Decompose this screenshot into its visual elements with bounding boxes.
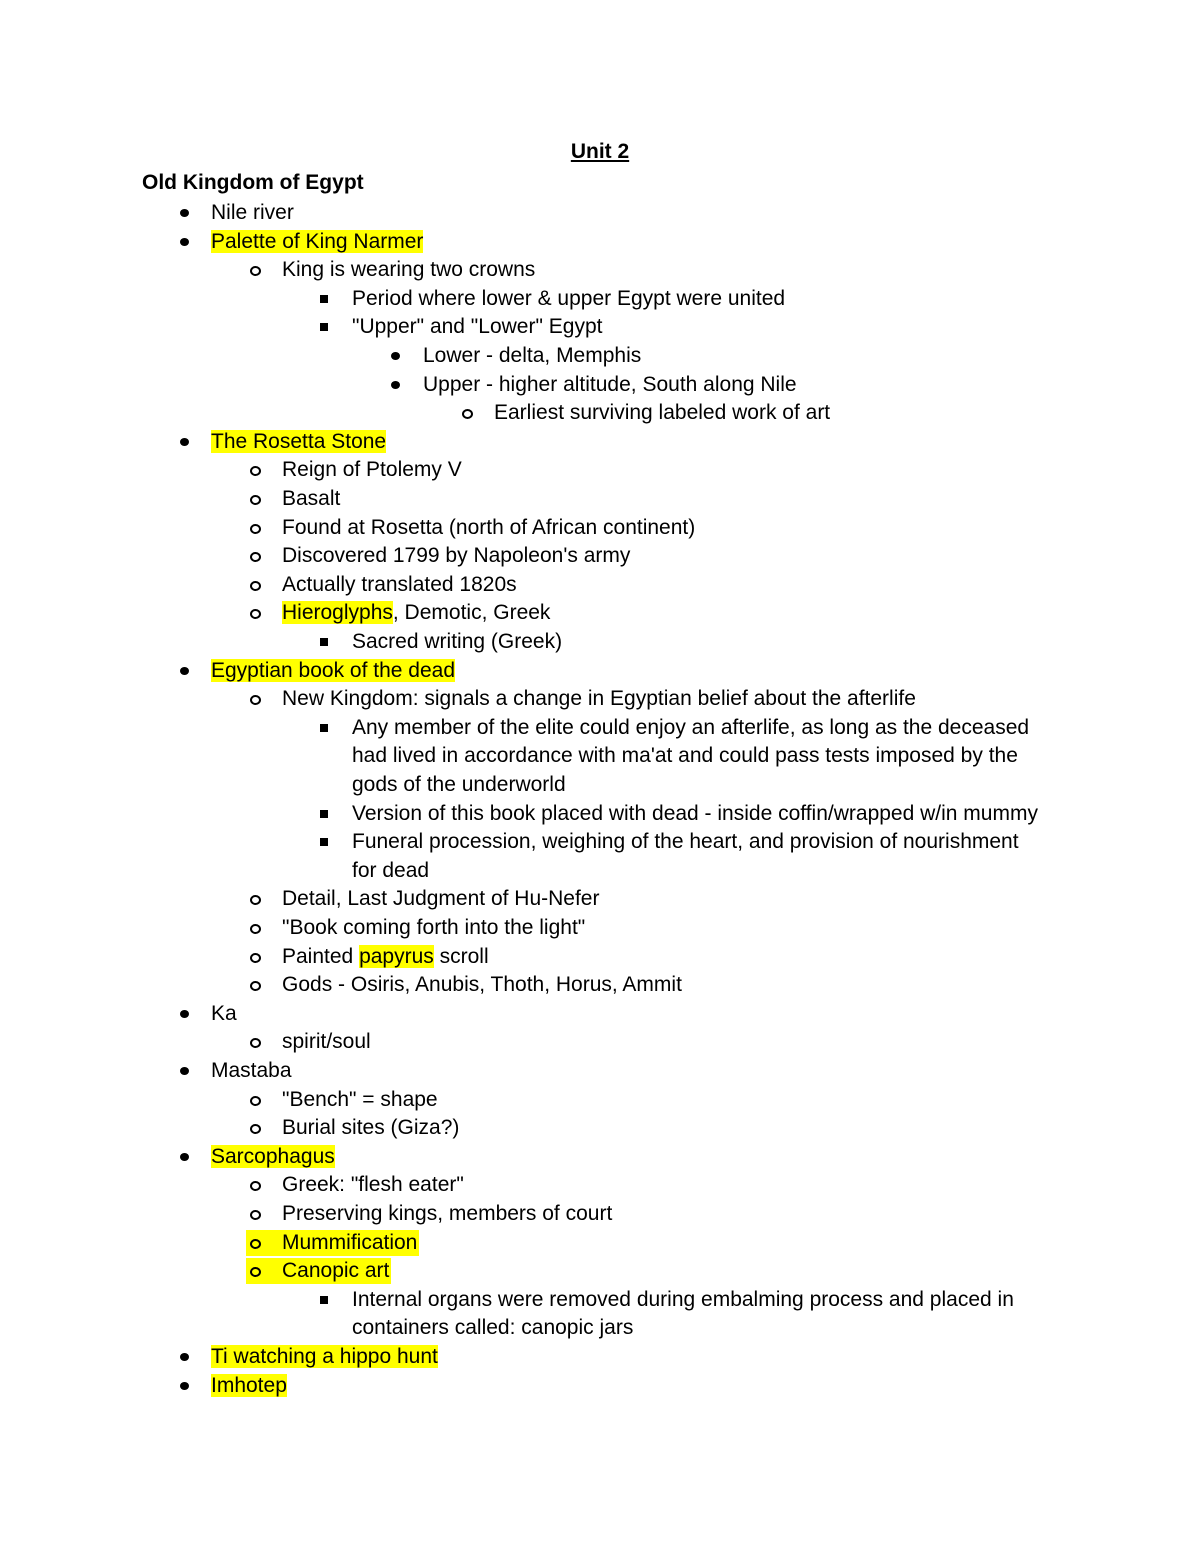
bullet-circle-icon <box>250 1210 261 1220</box>
list-item-text <box>423 372 797 398</box>
bullet-dot-icon <box>180 238 189 246</box>
bullet-dot-icon <box>391 352 400 360</box>
bullet-circle-icon <box>250 466 261 476</box>
bullet-circle-icon <box>250 495 261 505</box>
bullet-dot-icon <box>180 1153 189 1161</box>
list-item-text <box>352 629 562 655</box>
bullet-circle-icon <box>250 924 261 934</box>
bullet-circle-icon <box>250 609 261 619</box>
highlighted-text: Hieroglyphs <box>282 601 393 625</box>
bullet-square-icon <box>320 810 328 818</box>
list-item-text: Funeral procession, weighing of the heart, and provision of nourishment <box>352 830 1019 854</box>
section-heading: Old Kingdom of Egypt <box>142 171 364 194</box>
list-item-text <box>211 1373 287 1399</box>
list-item-text: gods of the underworld <box>352 773 566 796</box>
bullet-dot-icon <box>180 209 189 217</box>
highlighted-text: The Rosetta Stone <box>211 429 387 453</box>
bullet-dot-icon <box>180 1010 189 1018</box>
text-segment: Burial sites (Giza?) <box>282 1116 460 1140</box>
text-segment: spirit/soul <box>282 1030 371 1054</box>
highlighted-text: Egyptian book of the dead <box>211 658 456 682</box>
text-segment: Mummification <box>282 1230 418 1254</box>
bullet-circle-icon <box>250 953 261 963</box>
list-item-text <box>211 1144 335 1170</box>
text-segment: Canopic art <box>282 1259 390 1283</box>
text-segment: Discovered 1799 by Napoleon's army <box>282 544 631 568</box>
bullet-dot-icon <box>180 1353 189 1361</box>
text-segment: Period where lower & upper Egypt were united <box>352 286 786 310</box>
bullet-circle-icon <box>250 552 261 562</box>
list-item-text <box>282 515 695 541</box>
bullet-dot-icon <box>180 667 189 675</box>
list-item-text <box>282 915 585 941</box>
text-segment: Actually translated 1820s <box>282 572 517 596</box>
list-item-text <box>282 1087 438 1113</box>
list-item-text: for dead <box>352 858 430 882</box>
bullet-dot-icon <box>180 1067 189 1075</box>
text-segment: Found at Rosetta (north of African continent) <box>282 515 696 539</box>
list-item-text <box>282 1201 612 1227</box>
list-item-text <box>282 886 599 912</box>
list-item-text: Any member of the elite could enjoy an afterlife, as long as the deceased <box>352 715 1030 739</box>
list-item-text <box>282 1230 417 1256</box>
text-segment: "Bench" = shape <box>282 1087 438 1111</box>
bullet-dot-icon <box>180 1382 189 1390</box>
list-item-text <box>211 1058 292 1084</box>
bullet-circle-icon <box>250 981 261 991</box>
text-segment: "Book coming forth into the light" <box>282 916 586 939</box>
text-segment: Earliest surviving labeled work of art <box>494 401 831 425</box>
list-item-text <box>211 1001 237 1027</box>
list-item-text <box>211 200 294 226</box>
document-title: Unit 2 <box>570 140 630 163</box>
list-item-text <box>282 686 916 712</box>
text-segment: New Kingdom: signals a change in Egyptian belief about the afterlife <box>282 687 916 711</box>
list-item-text <box>282 572 517 598</box>
bullet-square-icon <box>320 1296 328 1304</box>
highlighted-text: Ti watching a hippo hunt <box>211 1345 438 1368</box>
list-item-text <box>282 1029 371 1055</box>
list-item-text <box>352 286 785 312</box>
bullet-circle-icon <box>250 1181 261 1191</box>
highlighted-text: Imhotep <box>211 1373 287 1397</box>
highlighted-text: papyrus <box>359 944 434 968</box>
bullet-dot-icon <box>391 381 400 389</box>
highlighted-text: Palette of King Narmer <box>211 229 424 253</box>
text-segment: , Demotic, Greek <box>392 601 551 625</box>
bullet-circle-icon <box>250 1124 261 1134</box>
text-segment: King is wearing two crowns <box>282 258 536 282</box>
list-item-text: had lived in accordance with ma'at and could pass tests imposed by the <box>352 744 1018 768</box>
list-item-text <box>282 1172 464 1198</box>
bullet-circle-icon <box>250 581 261 591</box>
list-item-text <box>282 600 550 626</box>
bullet-square-icon <box>320 638 328 646</box>
bullet-circle-icon <box>250 524 261 534</box>
list-item-text <box>352 801 1038 827</box>
list-item-text <box>211 658 455 684</box>
list-item-text <box>282 457 462 483</box>
bullet-square-icon <box>320 838 328 846</box>
text-segment: Painted <box>282 944 360 968</box>
list-item-text <box>282 486 340 512</box>
text-segment: Greek: "flesh eater" <box>282 1173 464 1197</box>
bullet-circle-icon <box>250 266 261 276</box>
list-item-text <box>282 1115 459 1141</box>
list-item-text <box>211 229 423 255</box>
list-item-text: containers called: canopic jars <box>352 1316 634 1340</box>
text-segment: Upper - higher altitude, South along Nile <box>423 372 797 396</box>
text-segment: Detail, Last Judgment of Hu-Nefer <box>282 887 600 911</box>
list-item-text <box>494 400 830 426</box>
text-segment: Lower - delta, Memphis <box>423 344 642 367</box>
list-item-text <box>282 257 535 283</box>
text-segment: Mastaba <box>211 1059 292 1082</box>
bullet-square-icon <box>320 323 328 331</box>
text-segment: Version of this book placed with dead - inside coffin/wrapped w/in mummy <box>352 801 1038 825</box>
text-segment: Sacred writing (Greek) <box>352 630 563 653</box>
text-segment: Preserving kings, members of court <box>282 1202 613 1225</box>
text-segment: Nile river <box>211 201 294 224</box>
list-item-text <box>282 1258 389 1284</box>
text-segment: Basalt <box>282 487 341 510</box>
text-segment: Reign of Ptolemy V <box>282 458 462 482</box>
bullet-square-icon <box>320 295 328 303</box>
list-item-text <box>282 543 630 569</box>
highlighted-text: Sarcophagus <box>211 1144 335 1168</box>
list-item-text <box>282 972 682 998</box>
bullet-circle-icon <box>250 1038 261 1048</box>
bullet-circle-icon <box>250 895 261 905</box>
list-item-text <box>352 314 602 340</box>
bullet-circle-icon <box>250 695 261 705</box>
bullet-circle-icon <box>250 1239 261 1249</box>
list-item-text: Internal organs were removed during embalming process and placed in <box>352 1287 1014 1311</box>
text-segment: Gods - Osiris, Anubis, Thoth, Horus, Ammit <box>282 973 682 997</box>
text-segment: Ka <box>211 1001 237 1025</box>
list-item-text <box>211 1344 438 1370</box>
text-segment: scroll <box>433 944 489 968</box>
list-item-text <box>282 944 489 970</box>
text-segment: "Upper" and "Lower" Egypt <box>352 315 603 339</box>
list-item-text <box>423 343 641 369</box>
bullet-circle-icon <box>462 409 473 419</box>
bullet-dot-icon <box>180 438 189 446</box>
list-item-text <box>211 429 386 455</box>
bullet-square-icon <box>320 724 328 732</box>
bullet-circle-icon <box>250 1096 261 1106</box>
